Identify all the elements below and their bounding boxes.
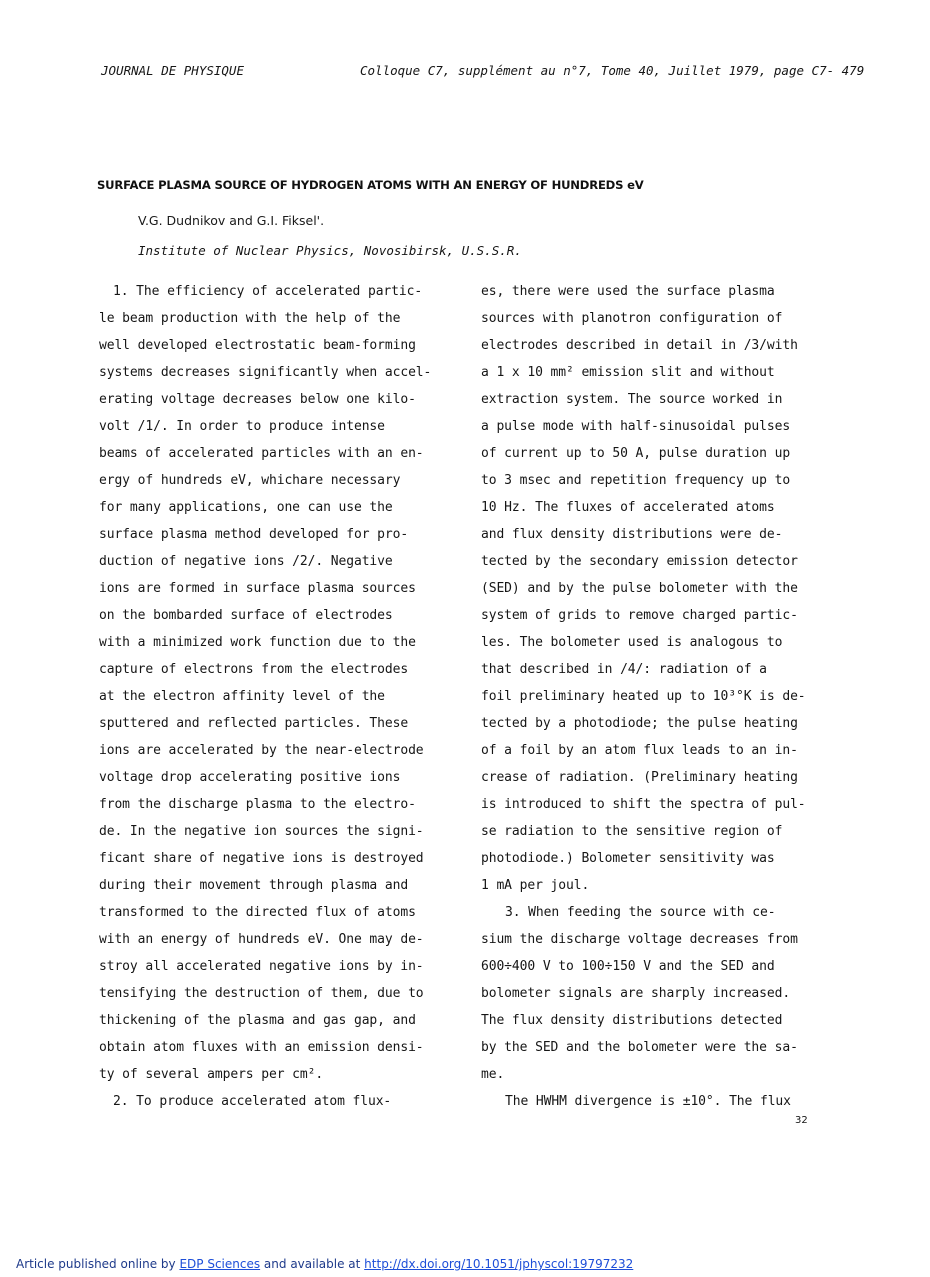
page-number: 32: [795, 1115, 808, 1126]
citation-header: Colloque C7, supplément au n°7, Tome 40, Juillet 1979, page C7- 479: [360, 63, 865, 78]
text-line: foil preliminary heated up to 10³°K is de-: [481, 689, 806, 704]
text-line: volt /1/. In order to produce intense: [99, 419, 385, 434]
text-line: well developed electrostatic beam-forming: [99, 338, 416, 353]
text-line: thickening of the plasma and gas gap, and: [99, 1013, 416, 1028]
text-line: stroy all accelerated negative ions by in-: [99, 959, 424, 974]
text-line: at the electron affinity level of the: [99, 689, 385, 704]
text-line: bolometer signals are sharply increased.: [481, 986, 791, 1001]
text-line: of a foil by an atom flux leads to an in-: [481, 743, 798, 758]
text-line: es, there were used the surface plasma: [481, 284, 775, 299]
text-line: extraction system. The source worked in: [481, 392, 783, 407]
text-line: les. The bolometer used is analogous to: [481, 635, 783, 650]
text-line: duction of negative ions /2/. Negative: [99, 554, 393, 569]
text-line: sources with planotron configuration of: [481, 311, 783, 326]
text-line: The flux density distributions detected: [481, 1013, 783, 1028]
footer-prefix: Article published online by: [16, 1257, 180, 1271]
doi-link[interactable]: http://dx.doi.org/10.1051/jphyscol:19797232: [364, 1257, 634, 1271]
text-line: ficant share of negative ions is destroyed: [99, 851, 424, 866]
text-line: capture of electrons from the electrodes: [99, 662, 409, 677]
text-line: The HWHM divergence is ±10°. The flux: [505, 1094, 791, 1109]
text-line: de. In the negative ion sources the signi-: [99, 824, 424, 839]
text-line: me.: [481, 1067, 505, 1082]
text-line: a 1 x 10 mm² emission slit and without: [481, 365, 775, 380]
text-line: crease of radiation. (Preliminary heating: [481, 770, 798, 785]
text-line: 2. To produce accelerated atom flux-: [113, 1094, 392, 1109]
journal-header: JOURNAL DE PHYSIQUE: [101, 63, 244, 78]
text-line: systems decreases significantly when accel-: [99, 365, 432, 380]
article-title: SURFACE PLASMA SOURCE OF HYDROGEN ATOMS WITH AN ENERGY OF HUNDREDS eV: [97, 178, 644, 192]
text-line: ty of several ampers per cm².: [99, 1067, 324, 1082]
text-line: erating voltage decreases below one kilo-: [99, 392, 416, 407]
text-line: tected by a photodiode; the pulse heating: [481, 716, 798, 731]
text-line: transformed to the directed flux of atoms: [99, 905, 416, 920]
text-line: 600÷400 V to 100÷150 V and the SED and: [481, 959, 775, 974]
text-line: 3. When feeding the source with ce-: [505, 905, 776, 920]
article-authors: V.G. Dudnikov and G.I. Fiksel'.: [138, 213, 325, 228]
text-line: of current up to 50 A, pulse duration up: [481, 446, 791, 461]
text-line: electrodes described in detail in /3/with: [481, 338, 798, 353]
text-line: tensifying the destruction of them, due to: [99, 986, 424, 1001]
text-line: from the discharge plasma to the electro-: [99, 797, 416, 812]
text-line: with a minimized work function due to the: [99, 635, 416, 650]
text-line: surface plasma method developed for pro-: [99, 527, 409, 542]
text-line: sium the discharge voltage decreases from: [481, 932, 798, 947]
text-line: 1 mA per joul.: [481, 878, 590, 893]
text-line: and flux density distributions were de-: [481, 527, 783, 542]
text-line: sputtered and reflected particles. These: [99, 716, 409, 731]
text-line: 10 Hz. The fluxes of accelerated atoms: [481, 500, 775, 515]
text-line: on the bombarded surface of electrodes: [99, 608, 393, 623]
text-line: that described in /4/: radiation of a: [481, 662, 767, 677]
text-line: by the SED and the bolometer were the sa-: [481, 1040, 798, 1055]
text-line: 1. The efficiency of accelerated partic-: [113, 284, 423, 299]
text-line: with an energy of hundreds eV. One may de-: [99, 932, 424, 947]
text-line: system of grids to remove charged partic-: [481, 608, 798, 623]
publisher-link[interactable]: EDP Sciences: [179, 1257, 261, 1271]
footer-notice: [16, 1257, 633, 1271]
text-line: voltage drop accelerating positive ions: [99, 770, 401, 785]
text-line: se radiation to the sensitive region of: [481, 824, 783, 839]
text-line: for many applications, one can use the: [99, 500, 393, 515]
text-line: ions are accelerated by the near-electrode: [99, 743, 424, 758]
text-line: to 3 msec and repetition frequency up to: [481, 473, 791, 488]
text-line: (SED) and by the pulse bolometer with the: [481, 581, 798, 596]
text-line: obtain atom fluxes with an emission densi-: [99, 1040, 424, 1055]
text-line: beams of accelerated particles with an en-: [99, 446, 424, 461]
text-line: le beam production with the help of the: [99, 311, 401, 326]
text-line: ions are formed in surface plasma sources: [99, 581, 416, 596]
footer-middle: and available at: [260, 1257, 365, 1271]
text-line: during their movement through plasma and: [99, 878, 409, 893]
text-line: a pulse mode with half-sinusoidal pulses: [481, 419, 791, 434]
text-line: tected by the secondary emission detector: [481, 554, 798, 569]
text-line: photodiode.) Bolometer sensitivity was: [481, 851, 775, 866]
text-line: ergy of hundreds eV, whichare necessary: [99, 473, 401, 488]
text-line: is introduced to shift the spectra of pul-: [481, 797, 806, 812]
article-affiliation: Institute of Nuclear Physics, Novosibirsk, U.S.S.R.: [138, 243, 522, 258]
